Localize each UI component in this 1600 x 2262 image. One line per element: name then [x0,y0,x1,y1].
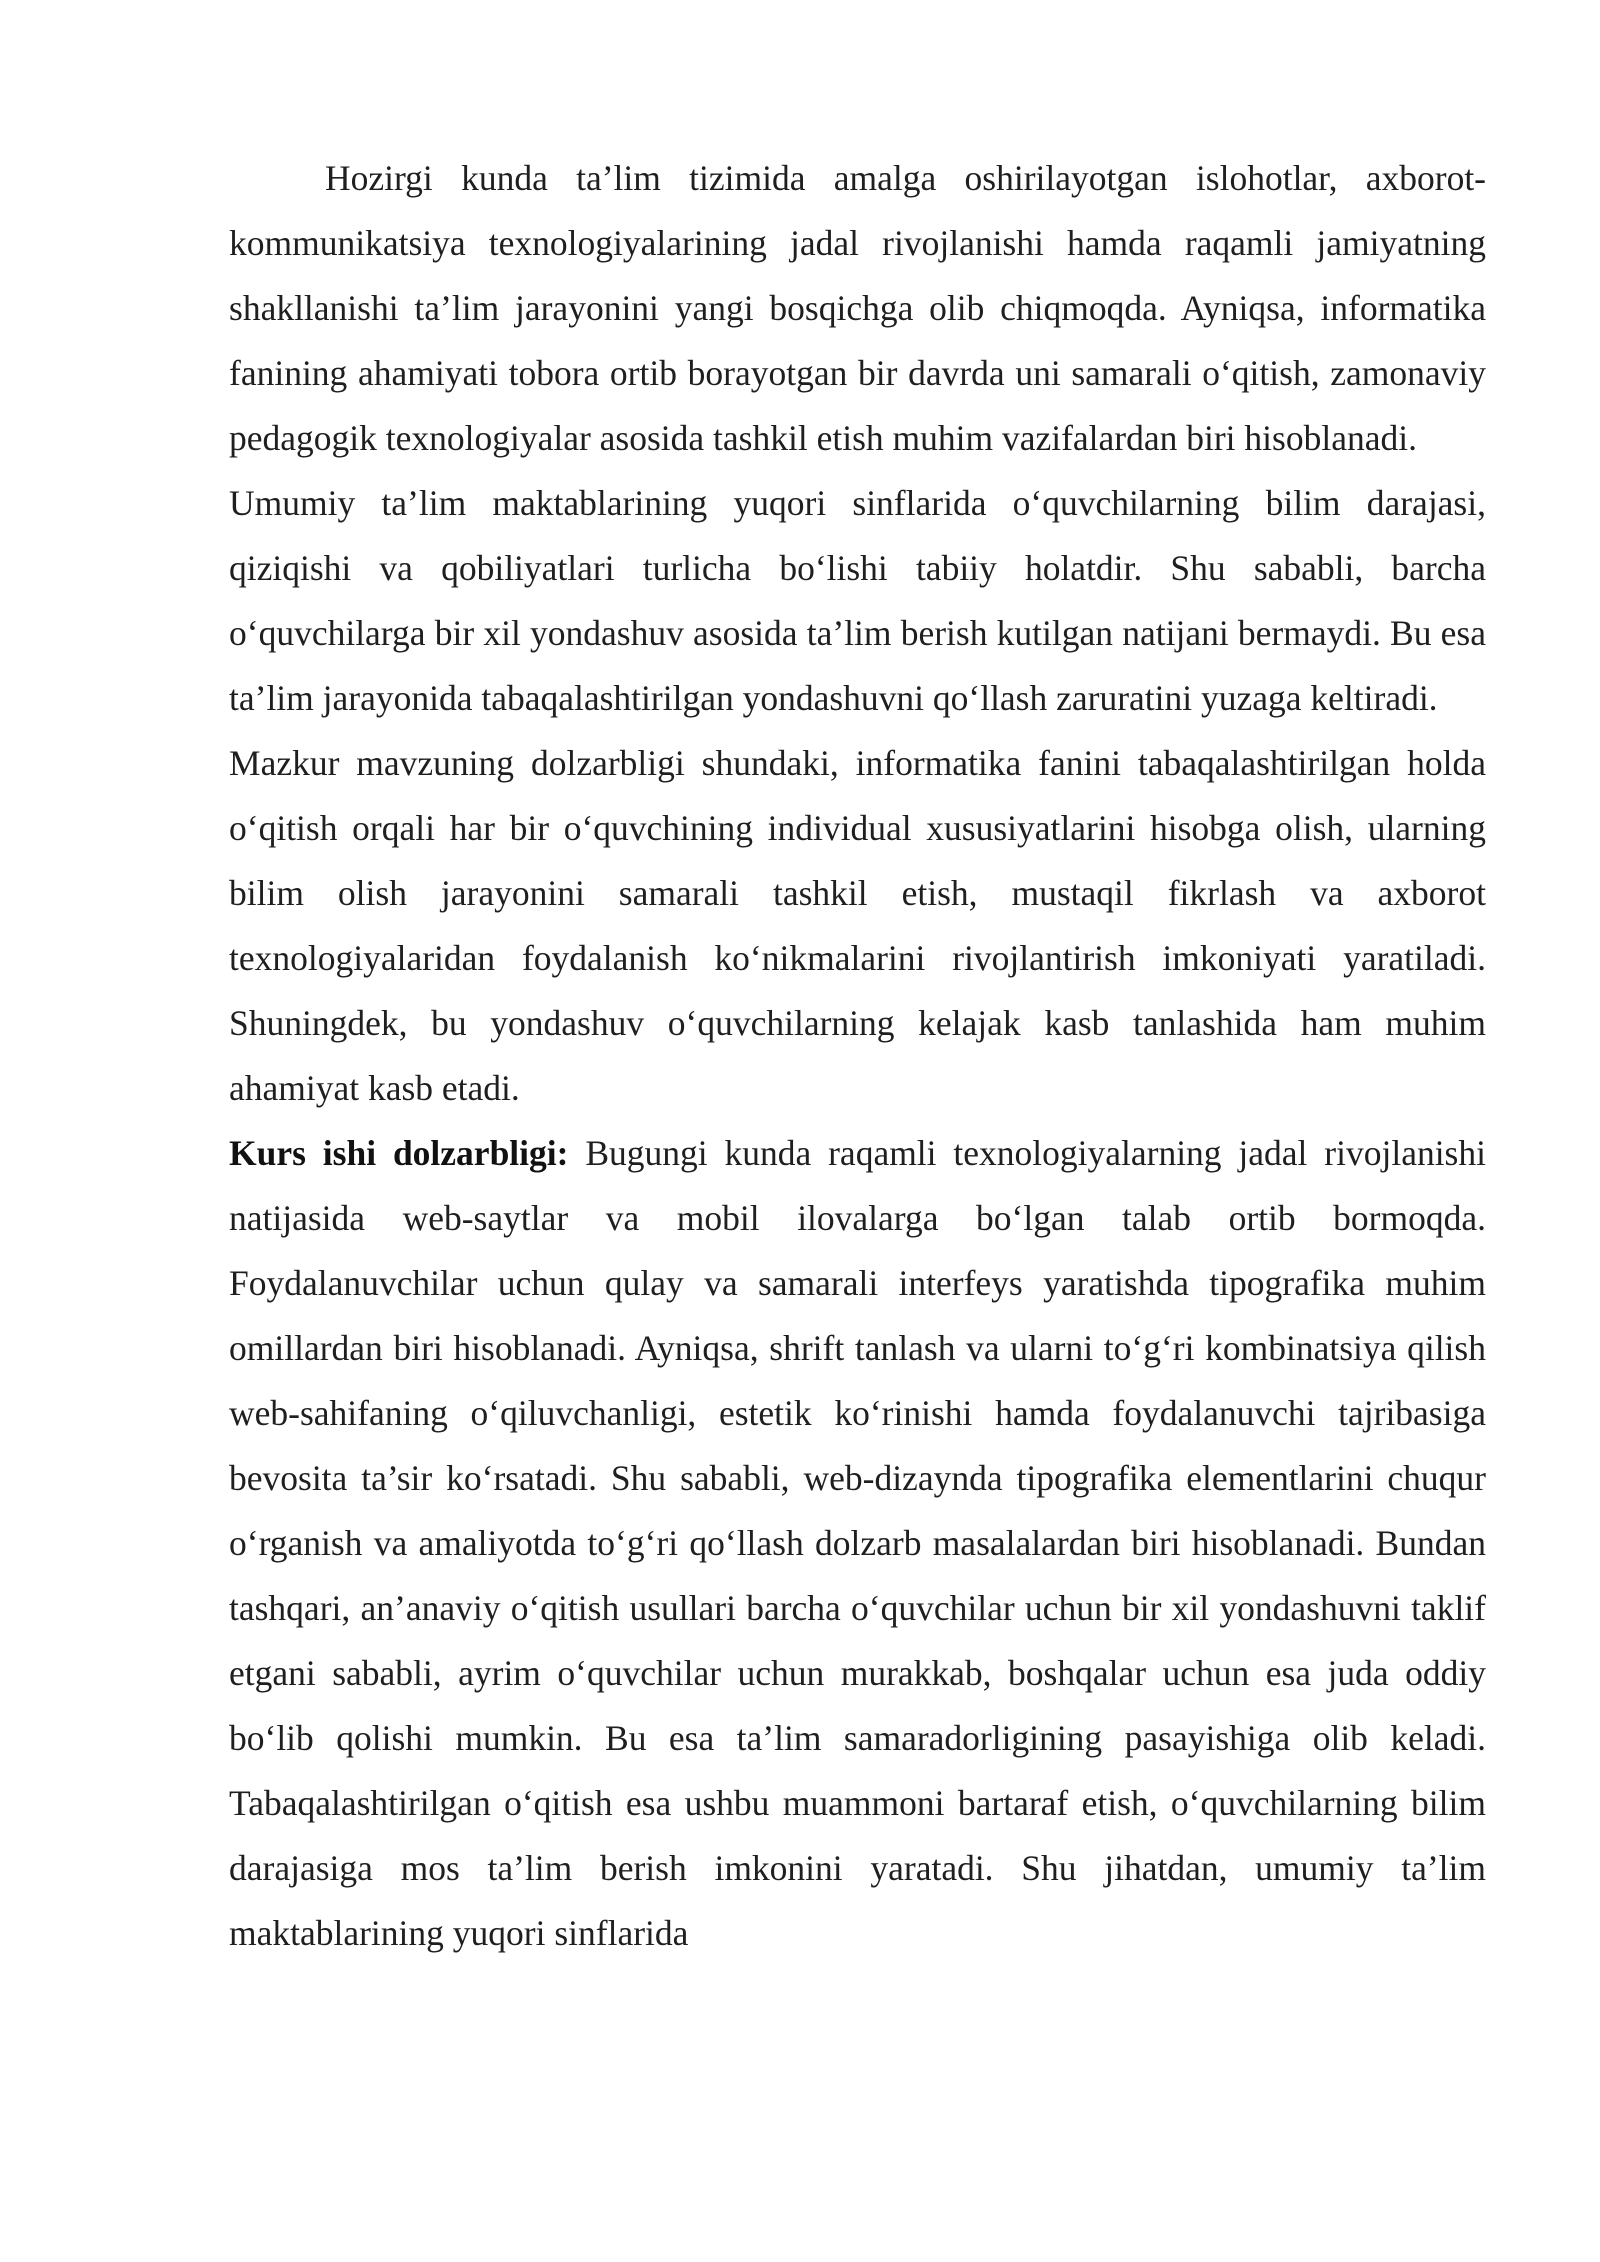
paragraph-text: Umumiy ta’lim maktablarining yuqori sinflarida o‘quvchilarning bilim darajasi, qiziqishi va qobiliyatlari turlicha bo‘lishi tabiiy holatdir. Shu sababli, barcha o‘quvchilarga bir xil yondashuv asosida ta’lim berish kutilgan natijani bermaydi. Bu esa ta’lim jarayonida tabaqalashtirilgan yondashuvni qo‘llash zaruratini yuzaga keltiradi. [229,483,1486,718]
paragraph-heading: Kurs ishi dolzarbligi: [229,1133,569,1173]
paragraph-course-relevance [229,1121,1486,1966]
paragraph-text: Bugungi kunda raqamli texnologiyalarning jadal rivojlanishi natijasida web-saytlar va mobil ilovalarga bo‘lgan talab ortib bormoqda. Foydalanuvchilar uchun qulay va samarali interfeys yaratishda tipografika muhim omillardan biri hisoblanadi. Ayniqsa, shrift tanlash va ularni to‘g‘ri kombinatsiya qilish web-sahifaning o‘qiluvchanligi, estetik ko‘rinishi hamda foydalanuvchi tajribasiga bevosita ta’sir ko‘rsatadi. Shu sababli, web-dizaynda tipografika elementlarini chuqur o‘rganish va amaliyotda to‘g‘ri qo‘llash dolzarb masalalardan biri hisoblanadi. Bundan tashqari, an’anaviy o‘qitish usullari barcha o‘quvchilar uchun bir xil yondashuvni taklif etgani sababli, ayrim o‘quvchilar uchun murakkab, boshqalar uchun esa juda oddiy bo‘lib qolishi mumkin. Bu esa ta’lim samaradorligining pasayishiga olib keladi. Tabaqalashtirilgan o‘qitish esa ushbu muammoni bartaraf etish, o‘quvchilarning bilim darajasiga mos ta’lim berish imkonini yaratadi. Shu jihatdan, umumiy ta’lim maktablarining yuqori sinflarida [229,1133,1486,1953]
paragraph-text: Mazkur mavzuning dolzarbligi shundaki, informatika fanini tabaqalashtirilgan holda o‘qitish orqali har bir o‘quvchining individual xususiyatlarini hisobga olish, ularning bilim olish jarayonini samarali tashkil etish, mustaqil fikrlash va axborot texnologiyalaridan foydalanish ko‘nikmalarini rivojlantirish imkoniyati yaratiladi. Shuningdek, bu yondashuv o‘quvchilarning kelajak kasb tanlashida ham muhim ahamiyat kasb etadi. [229,743,1486,1108]
paragraph-intro [229,146,1486,471]
paragraph-text: Hozirgi kunda ta’lim tizimida amalga oshirilayotgan islohotlar, axborot-kommunikatsiya texnologiyalarining jadal rivojlanishi hamda raqamli jamiyatning shakllanishi ta’lim jarayonini yangi bosqichga olib chiqmoqda. Ayniqsa, informatika fanining ahamiyati tobora ortib borayotgan bir davrda uni samarali o‘qitish, zamonaviy pedagogik texnologiyalar asosida tashkil etish muhim vazifalardan biri hisoblanadi. [229,158,1486,458]
paragraph-relevance [229,731,1486,1121]
paragraph-differentiation [229,471,1486,731]
document-page [229,146,1486,1966]
